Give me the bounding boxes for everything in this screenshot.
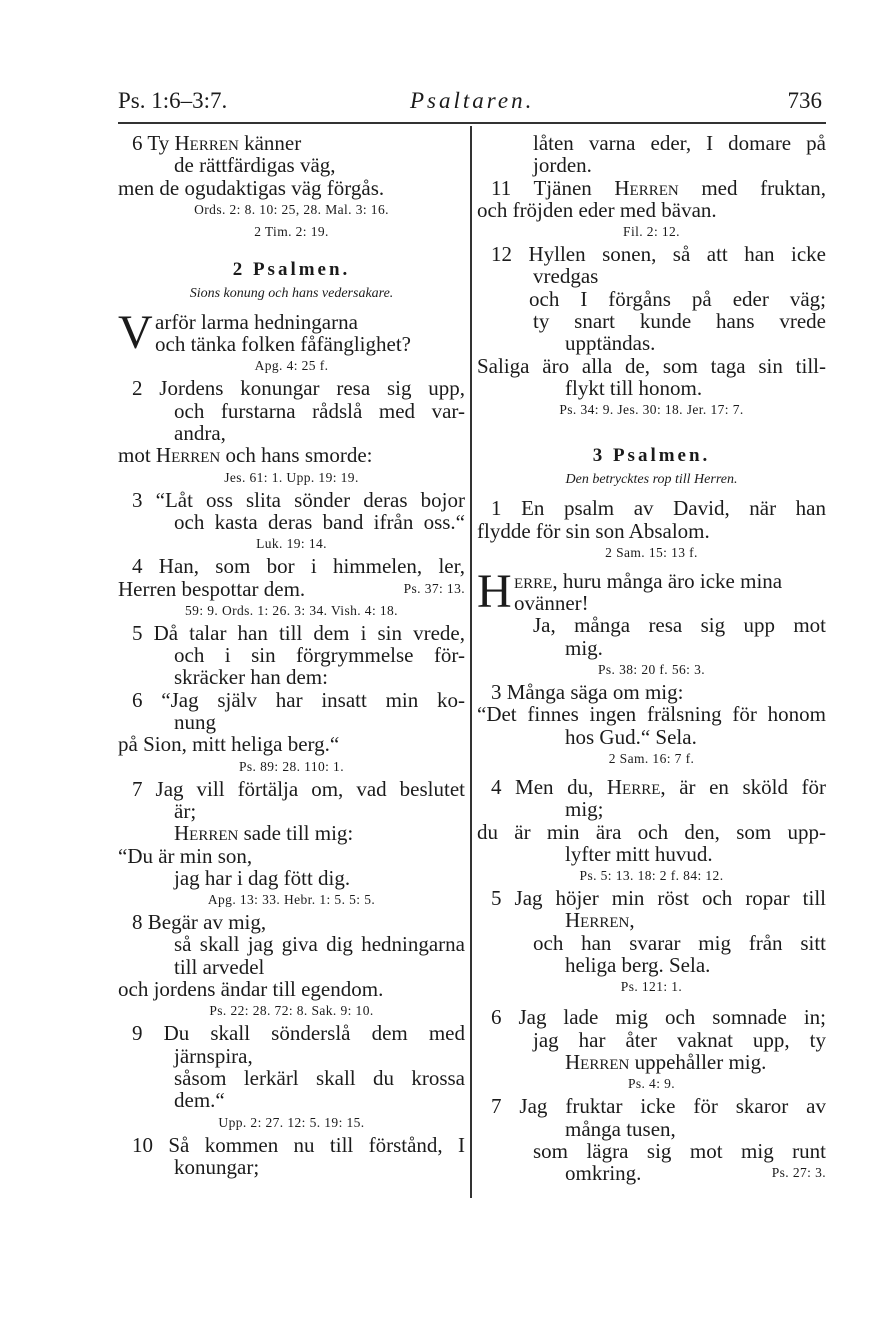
text-line: du är min ära och den, som upp- — [477, 819, 826, 844]
cross-reference: Upp. 2: 27. 12: 5. 19: 15. — [218, 1114, 365, 1130]
text-span: med fruktan, — [678, 175, 826, 200]
text-line: 6 “Jag själv har insatt min ko- — [132, 687, 465, 712]
text-span: 6 Ty — [132, 131, 175, 155]
divine-name: Herren — [155, 443, 221, 468]
verse-1-6 — [118, 132, 465, 243]
text-line — [118, 822, 465, 844]
cross-reference: 59: 9. Ords. 1: 26. 3: 34. Vish. 4: 18. — [185, 602, 398, 618]
text-span: omkring. — [565, 1161, 642, 1186]
psalm-heading: 2 Psalmen. — [232, 258, 351, 280]
text-span: mot — [118, 443, 156, 468]
text-line: 1 En psalm av David, när han — [491, 496, 826, 521]
text-span: känner — [238, 131, 302, 155]
text-span: sade till mig: — [238, 821, 354, 846]
text-line: såsom lerkärl skall du krossa — [174, 1065, 465, 1090]
text-line: mig. — [565, 635, 603, 660]
text-line: “Du är min son, — [118, 843, 253, 868]
text-span: är en sköld för — [665, 774, 826, 799]
text-line: järnspira, — [174, 1043, 253, 1068]
text-line: Saliga äro alla de, som taga sin till- — [477, 353, 826, 378]
divine-name: Herren — [565, 1049, 630, 1074]
text-line: mig; — [565, 797, 604, 822]
cross-reference: Ps. 22: 28. 72: 8. Sak. 9: 10. — [209, 1003, 374, 1019]
cross-reference: Ords. 2: 8. 10: 25, 28. Mal. 3: 16. — [194, 201, 389, 217]
text-line: 10 Så kommen nu till förstånd, I — [132, 1132, 465, 1157]
text-line: konungar; — [174, 1154, 260, 1179]
header-rule — [118, 122, 826, 124]
text-line: och han svarar mig från sitt — [533, 930, 826, 955]
text-line: men de ogudaktigas väg förgås. — [118, 175, 385, 200]
text-line: och jordens ändar till egendom. — [118, 977, 384, 1002]
text-line: som lägra sig mot mig runt — [533, 1138, 826, 1163]
text-line — [477, 1051, 826, 1073]
text-line: ovänner! — [514, 591, 589, 616]
text-line: är; — [174, 798, 197, 823]
text-line: 3 “Låt oss slita sönder deras bojor — [132, 487, 465, 512]
page-number: 736 — [787, 88, 822, 113]
text-line: och tänka folken fåfänglighet? — [155, 332, 411, 357]
running-head-left: Ps. 1:6–3:7. — [118, 88, 228, 113]
text-line: upptändas. — [565, 331, 656, 356]
cross-reference: 2 Sam. 16: 7 f. — [608, 750, 695, 766]
cross-reference: 2 Sam. 15: 13 f. — [605, 544, 698, 560]
text-line: skräcker han dem: — [174, 665, 328, 690]
text-line: vredgas — [533, 264, 599, 289]
text-line: 5 Då talar han till dem i sin vrede, — [132, 620, 465, 645]
left-column — [118, 132, 465, 1178]
psalm-subtitle: Den betrycktes rop till Herren. — [565, 472, 738, 488]
text-line: hos Gud.“ Sela. — [565, 724, 697, 749]
cross-reference: 2 Tim. 2: 19. — [254, 223, 329, 239]
text-line — [477, 177, 826, 199]
text-line: 8 Begär av mig, — [132, 910, 267, 935]
text-line: nung — [174, 710, 216, 735]
text-line: jag har åter vaknat upp, ty — [533, 1027, 826, 1052]
divine-name: Herren — [614, 175, 679, 200]
text-line: de rättfärdigas väg, — [174, 153, 336, 178]
right-column — [477, 132, 826, 1184]
running-head-title: Psaltaren. — [410, 88, 535, 113]
text-line: många tusen, — [565, 1116, 676, 1141]
cross-reference: Apg. 4: 25 f. — [254, 358, 329, 374]
divine-name: Herre, — [606, 774, 666, 799]
text-line: jag har i dag fött dig. — [174, 865, 351, 890]
text-line: 9 Du skall sönderslå dem med — [132, 1021, 465, 1046]
column-divider — [470, 126, 472, 1198]
text-span: 11 Tjänen — [491, 175, 615, 200]
text-line: och furstarna rådslå med var- — [174, 398, 465, 423]
text-line: 3 Många säga om mig: — [491, 680, 684, 705]
text-line: till arvedel — [174, 954, 265, 979]
text-line: flykt till honom. — [565, 375, 703, 400]
text-line — [477, 1162, 826, 1184]
text-line: arför larma hedningarna — [155, 309, 358, 334]
cross-reference: Ps. 34: 9. Jes. 30: 18. Jer. 17: 7. — [559, 402, 744, 418]
drop-cap: H — [477, 564, 512, 618]
text-line: Herren, — [565, 908, 635, 933]
text-line: Ja, många resa sig upp mot — [533, 613, 826, 638]
text-line — [118, 578, 465, 600]
cross-reference: Apg. 13: 33. Hebr. 1: 5. 5: 5. — [207, 892, 376, 908]
text-line: jorden. — [533, 153, 592, 178]
text-line: och kasta deras band ifrån oss.“ — [174, 509, 465, 534]
cross-reference: Luk. 19: 14. — [256, 536, 327, 552]
psalm-heading: 3 Psalmen. — [592, 445, 711, 467]
text-line: 12 Hyllen sonen, så att han icke — [491, 242, 826, 267]
text-line: 7 Jag fruktar icke för skaror av — [491, 1094, 826, 1119]
verse-2-1 — [118, 305, 465, 359]
text-line: 5 Jag höjer min röst och ropar till — [491, 886, 826, 911]
text-span: och hans smorde: — [220, 443, 373, 468]
text-line: 6 Jag lade mig och somnade in; — [491, 1005, 826, 1030]
cross-reference: Ps. 38: 20 f. 56: 3. — [597, 662, 705, 678]
cross-reference: Ps. 37: 13. — [403, 580, 465, 596]
text-line: och i sin förgrymmelse för- — [174, 643, 465, 668]
text-line — [477, 570, 826, 592]
text-line: heliga berg. Sela. — [565, 953, 711, 978]
text-line: och fröjden eder med bävan. — [477, 197, 717, 222]
cross-reference: Ps. 27: 3. — [771, 1165, 826, 1181]
text-line: och I förgåns på eder väg; — [529, 286, 826, 311]
text-line: 2 Jordens konungar resa sig upp, — [132, 376, 465, 401]
cross-reference: Ps. 121: 1. — [620, 979, 683, 995]
text-line: låten varna eder, I domare på — [533, 131, 826, 155]
drop-cap: V — [118, 305, 153, 359]
text-line — [477, 776, 826, 798]
text-span: huru många äro icke mina — [557, 568, 783, 593]
text-span: uppehåller mig. — [629, 1049, 767, 1074]
cross-reference: Ps. 4: 9. — [627, 1076, 676, 1092]
cross-reference: Ps. 89: 28. 110: 1. — [239, 758, 344, 774]
verse-3-2 — [477, 564, 826, 618]
cross-reference: Jes. 61: 1. Upp. 19: 19. — [224, 469, 359, 485]
text-line: “Det finnes ingen frälsning för honom — [477, 702, 826, 727]
cross-reference: Ps. 5: 13. 18: 2 f. 84: 12. — [579, 868, 724, 884]
text-line: flydde för sin son Absalom. — [477, 518, 710, 543]
text-line: 4 Han, som bor i himmelen, ler, — [132, 554, 465, 579]
text-line: lyfter mitt huvud. — [565, 841, 713, 866]
text-line: dem.“ — [174, 1088, 225, 1113]
psalm-subtitle: Sions konung och hans vedersakare. — [189, 285, 394, 301]
text-span: Herren bespottar dem. — [118, 576, 306, 601]
cross-reference: Fil. 2: 12. — [623, 224, 680, 240]
text-span: 4 Men du, — [491, 774, 607, 799]
text-line: på Sion, mitt heliga berg.“ — [118, 732, 340, 757]
text-line: andra, — [174, 421, 226, 446]
divine-name: Herren — [174, 821, 239, 846]
text-line: så skall jag giva dig hedningarna — [174, 932, 465, 957]
text-line — [118, 444, 465, 466]
text-line — [118, 132, 465, 154]
text-line: ty snart kunde hans vrede — [533, 309, 826, 334]
divine-name: Herren — [174, 131, 239, 155]
divine-name: erre, — [514, 568, 558, 593]
text-line: 7 Jag vill förtälja om, vad beslutet — [132, 776, 465, 801]
